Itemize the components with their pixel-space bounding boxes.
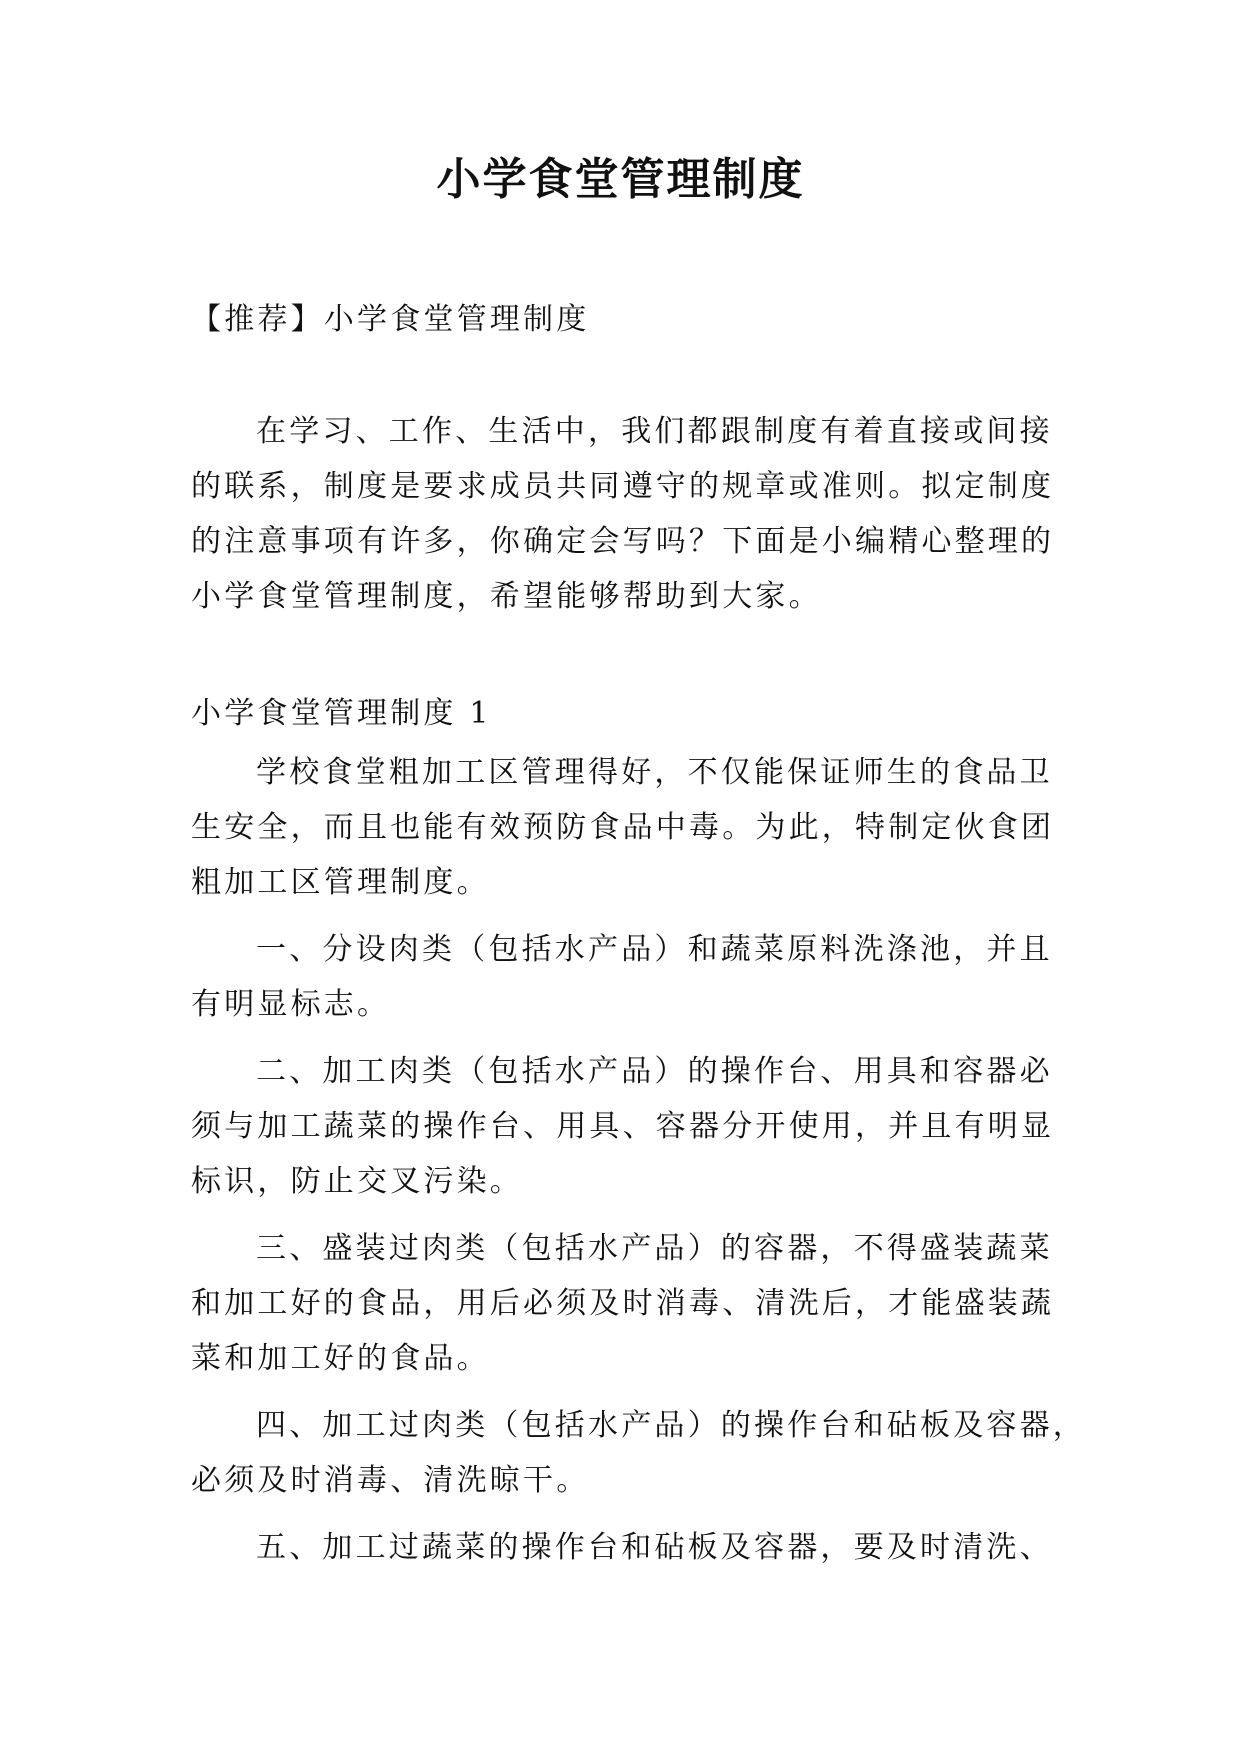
body-line: 菜和加工好的食品。	[191, 1341, 490, 1376]
body-line: 学校食堂粗加工区管理得好，不仅能保证师生的食品卫	[256, 755, 1053, 790]
body-line: 生安全，而且也能有效预防食品中毒。为此，特制定伙食团	[191, 810, 1055, 845]
intro-line: 的注意事项有许多，你确定会写吗？下面是小编精心整理的	[191, 524, 1055, 559]
body-line: 二、加工肉类（包括水产品）的操作台、用具和容器必	[256, 1054, 1053, 1089]
body-line: 粗加工区管理制度。	[191, 865, 490, 900]
document-subtitle: 【推荐】小学食堂管理制度	[191, 302, 590, 337]
body-line: 一、分设肉类（包括水产品）和蔬菜原料洗涤池，并且	[256, 932, 1053, 967]
document-title: 小学食堂管理制度	[436, 154, 805, 205]
body-line: 三、盛装过肉类（包括水产品）的容器，不得盛装蔬菜	[256, 1231, 1053, 1266]
body-line: 和加工好的食品，用后必须及时消毒、清洗后，才能盛装蔬	[191, 1286, 1055, 1321]
intro-line: 的联系，制度是要求成员共同遵守的规章或准则。拟定制度	[191, 469, 1055, 504]
body-line: 标识，防止交叉污染。	[191, 1164, 523, 1199]
section-heading: 小学食堂管理制度 1	[191, 696, 492, 731]
body-line: 须与加工蔬菜的操作台、用具、容器分开使用，并且有明显	[191, 1109, 1055, 1144]
body-line: 有明显标志。	[191, 987, 391, 1022]
intro-line: 在学习、工作、生活中，我们都跟制度有着直接或间接	[256, 414, 1053, 449]
body-line: 四、加工过肉类（包括水产品）的操作台和砧板及容器，	[256, 1408, 1086, 1443]
intro-line: 小学食堂管理制度，希望能够帮助到大家。	[191, 579, 822, 614]
body-line: 五、加工过蔬菜的操作台和砧板及容器，要及时清洗、	[256, 1530, 1053, 1565]
body-line: 必须及时消毒、清洗晾干。	[191, 1463, 590, 1498]
